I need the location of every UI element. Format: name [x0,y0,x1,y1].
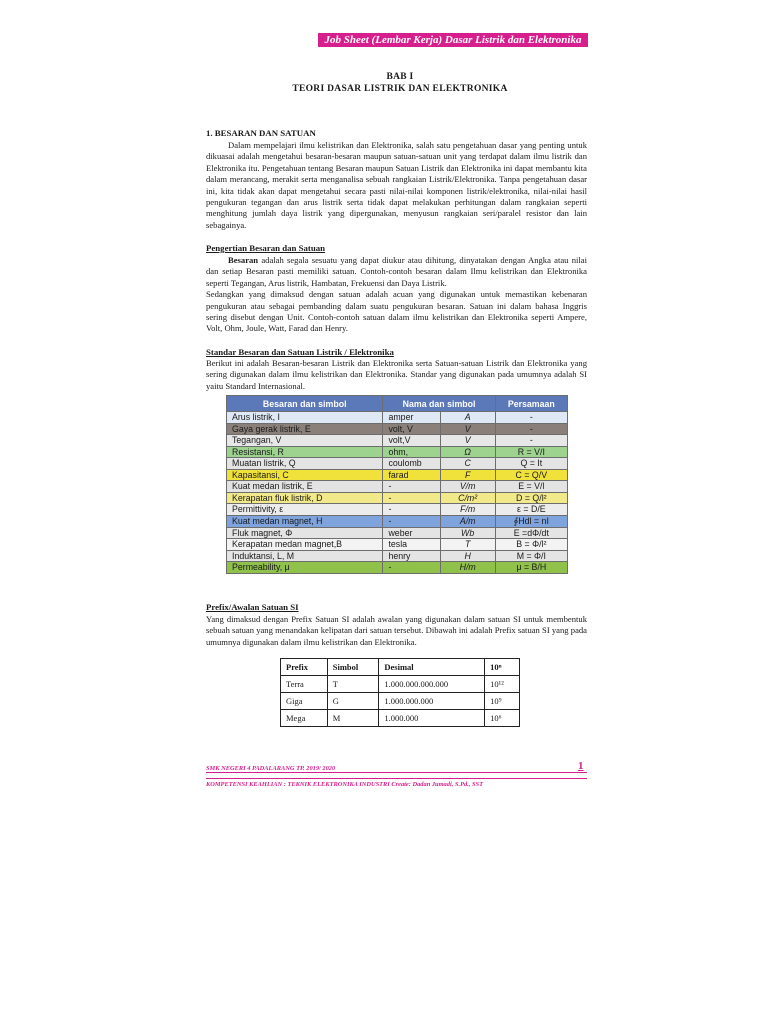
cell-persamaan: E = V/l [495,481,567,493]
subheading-prefix: Prefix/Awalan Satuan SI [206,602,299,612]
cell-besaran: Kerapatan medan magnet,B [227,539,383,551]
footer-school: SMK NEGERI 4 PADALARANG TP. 2019/ 2020 [206,765,336,772]
col-power: 10ⁿ [485,659,520,676]
standar-paragraph: Berikut ini adalah Besaran-besaran Listrik dan Elektronika serta Satuan-satuan Listrik dan Elektronika yang sering digunakan dalam ilmu kelistrikan dan Elektronika. Standar yang digunakan pada umumnya adalah SI yaitu Standard Internasional. [206,358,587,391]
cell-persamaan: R = V/I [495,446,567,458]
cell-nama: volt,V [383,435,440,447]
cell: Terra [281,676,328,693]
cell-persamaan: Q = It [495,458,567,470]
table-row [281,693,520,710]
term-besaran: Besaran [228,255,259,265]
cell-nama: volt, V [383,423,440,435]
prefix-paragraph: Yang dimaksud dengan Prefix Satuan SI adalah awalan yang digunakan dalam satuan SI untuk membentuk sebuah satuan yang menandakan kelipatan dari satuan tersebut. Dibawah ini adalah Prefix satuan SI yang pada umumnya digunakan dalam ilmu kelistrikan dan Elektronika. [206,614,587,647]
table-row [281,710,520,727]
cell-persamaan: - [495,423,567,435]
cell-besaran: Kuat medan magnet, H [227,515,383,527]
page-number: 1 [578,760,584,772]
cell-simbol: V [440,435,495,447]
satuan-definition: Sedangkan yang dimaksud dengan satuan adalah acuan yang digunakan untuk memastikan kebenaran pengukuran atau sebagai pembanding dalam suatu pengukuran besaran. Satuan ini dalam bahasa Inggris sering disebut dengan Unit. Contoh-contoh satuan dalam ilmu kelistrikan dan Elektronika seperti Ampere, Volt, Ohm, Joule, Watt, Farad dan Henry. [206,289,587,334]
table-row [227,550,568,562]
cell-besaran: Permittivity, ε [227,504,383,516]
cell: 10¹² [485,676,520,693]
cell-besaran: Kerapatan fluk listrik, D [227,492,383,504]
cell: 1.000.000.000 [379,693,485,710]
cell-persamaan: C = Q/V [495,469,567,481]
cell: M [327,710,379,727]
cell-simbol: C/m² [440,492,495,504]
cell-nama: henry [383,550,440,562]
header-nama: Nama dan simbol [383,396,495,412]
cell-simbol: F/m [440,504,495,516]
document-header: Job Sheet (Lembar Kerja) Dasar Listrik dan Elektronika [318,33,588,47]
cell-nama: - [383,492,440,504]
table-row [227,504,568,516]
cell-persamaan: E =dΦ/dt [495,527,567,539]
cell-besaran: Induktansi, L, M [227,550,383,562]
cell-nama: farad [383,469,440,481]
cell-persamaan: ε = D/E [495,504,567,516]
cell: T [327,676,379,693]
cell-besaran: Permeability, μ [227,562,383,574]
cell-simbol: C [440,458,495,470]
cell-persamaan: - [495,435,567,447]
table-row [227,469,568,481]
cell-besaran: Gaya gerak listrik, E [227,423,383,435]
cell-simbol: A/m [440,515,495,527]
cell-nama: - [383,481,440,493]
table-row [227,527,568,539]
table-row [227,539,568,551]
cell-besaran: Tegangan, V [227,435,383,447]
units-table-header [227,396,568,412]
footer-credit: KOMPETENSI KEAHLIAN : TEKNIK ELEKTRONIKA INDUSTRI Create: Dadan Jumadi, S.Pd., SST [206,781,483,788]
cell: Giga [281,693,328,710]
cell-nama: tesla [383,539,440,551]
prefix-table [280,658,520,727]
cell-besaran: Fluk magnet, Φ [227,527,383,539]
chapter-number: BAB I [386,72,414,82]
cell-besaran: Kapasitansi, C [227,469,383,481]
cell-nama: coulomb [383,458,440,470]
cell: G [327,693,379,710]
footer-divider [206,772,587,773]
cell-persamaan: D = Q/l² [495,492,567,504]
cell-simbol: H [440,550,495,562]
cell-besaran: Kuat medan listrik, E [227,481,383,493]
cell-persamaan: μ = B/H [495,562,567,574]
prefix-table-header [281,659,520,676]
cell-simbol: A [440,412,495,424]
besaran-definition: adalah segala sesuatu yang dapat diukur atau dihitung, dinyatakan dengan Angka atau nilai dan setiap Besaran pasti memiliki satuan. Contoh-contoh besaran dalam Ilmu kelistrikan dan Elektronika seperti Tegangan, Arus listrik, Hambatan, Frekuensi dan Daya Listrik. [206,255,587,288]
cell: 10⁶ [485,710,520,727]
cell-persamaan: B = Φ/l² [495,539,567,551]
section-heading: 1. BESARAN DAN SATUAN [206,128,316,138]
cell: 1.000.000.000.000 [379,676,485,693]
cell-simbol: F [440,469,495,481]
table-row [227,446,568,458]
table-row [227,435,568,447]
cell-nama: - [383,562,440,574]
cell: 1.000.000 [379,710,485,727]
units-table-image [226,395,568,574]
table-row [227,423,568,435]
table-row [227,458,568,470]
cell-simbol: V [440,423,495,435]
table-row [227,515,568,527]
header-persamaan: Persamaan [495,396,567,412]
table-row [227,412,568,424]
cell-simbol: V/m [440,481,495,493]
subheading-pengertian: Pengertian Besaran dan Satuan [206,243,326,253]
cell-simbol: H/m [440,562,495,574]
cell-besaran: Resistansi, R [227,446,383,458]
cell-persamaan: M = Φ/I [495,550,567,562]
table-row [281,676,520,693]
cell-besaran: Arus listrik, I [227,412,383,424]
header-besaran: Besaran dan simbol [227,396,383,412]
table-row [227,481,568,493]
subheading-standar: Standar Besaran dan Satuan Listrik / Elektronika [206,347,394,357]
cell-nama: ohm, [383,446,440,458]
table-row [227,562,568,574]
footer-divider [206,778,587,779]
chapter-title: TEORI DASAR LISTRIK DAN ELEKTRONIKA [292,84,508,94]
col-desimal: Desimal [379,659,485,676]
col-prefix: Prefix [281,659,328,676]
pengertian-text [206,255,587,335]
cell-simbol: Ω [440,446,495,458]
table-row [227,492,568,504]
cell: 10⁹ [485,693,520,710]
cell: Mega [281,710,328,727]
cell-nama: weber [383,527,440,539]
cell-persamaan: ∮Hdl = nI [495,515,567,527]
cell-simbol: T [440,539,495,551]
cell-besaran: Muatan listrik, Q [227,458,383,470]
cell-nama: - [383,504,440,516]
cell-persamaan: - [495,412,567,424]
col-simbol: Simbol [327,659,379,676]
cell-nama: - [383,515,440,527]
cell-simbol: Wb [440,527,495,539]
intro-paragraph: Dalam mempelajari ilmu kelistrikan dan Elektronika, salah satu pengetahuan dasar yang penting untuk dikuasai adalah mengetahui besaran-besaran maupun satuan-satuan unit yang terdapat dalam ilmu listrik dan Elektronika itu. Pengetahuan tentang Besaran maupun Satuan Listrik dan Elektronika ini dapat membantu kita dalam merancang, merakit serta menganalisa sebuah rangkaian Listrik/Elektronika. Tanpa pengetahuan dasar ini, kita tidak akan dapat mengetahui secara pasti nilai-nilai komponen listrik/elektronika, nilai-nilai hasil pengukuran tegangan dan arus listrik serta tidak dapat melakukan perhitungan dalam rangkaian seperti menghitung jumlah daya listrik yang dipergunakan, menyusun rangkaian seri/paralel resistor dan lain sebagainya. [206,140,587,230]
cell-nama: amper [383,412,440,424]
